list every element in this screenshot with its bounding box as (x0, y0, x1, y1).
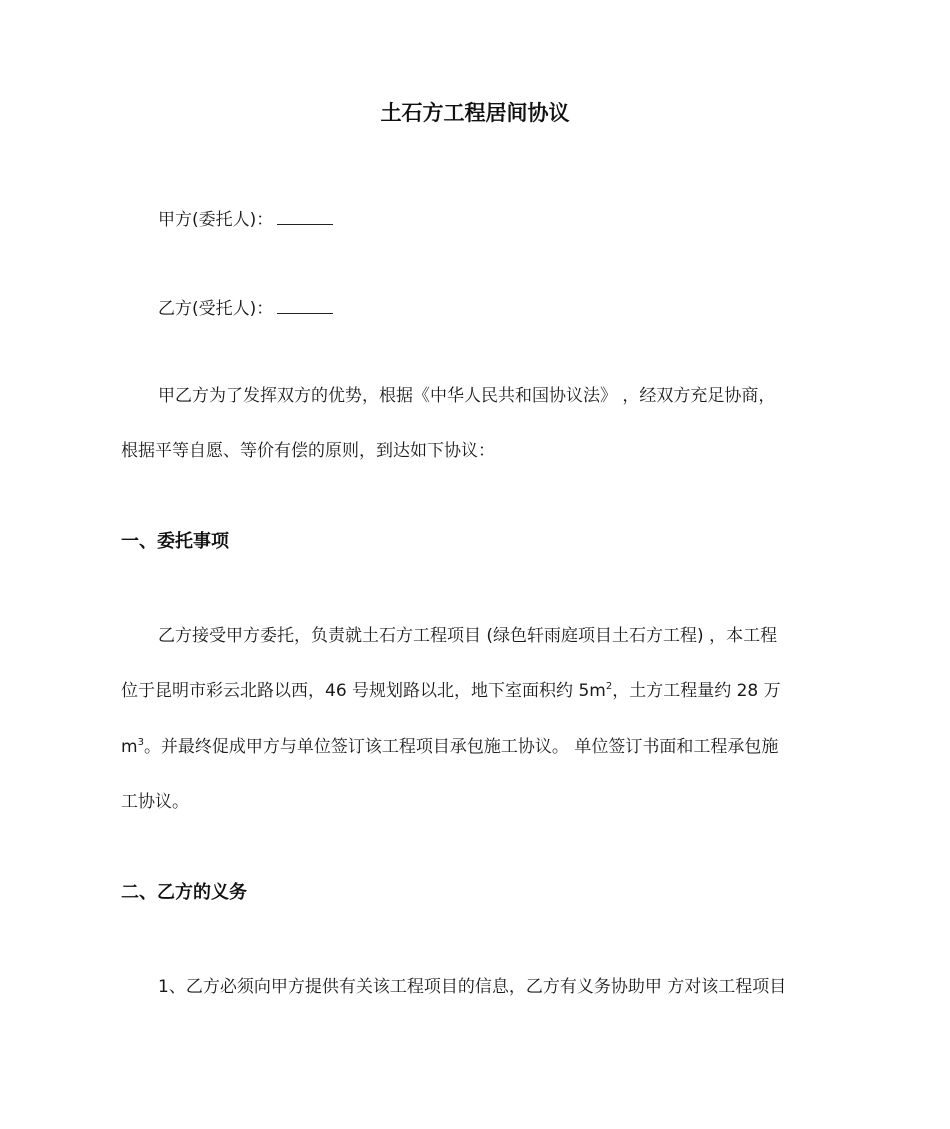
volume-superscript: 3 (137, 737, 144, 748)
section-1-line-3-text-b: 。并最终促成甲方与单位签订该工程项目承包施工协议。 单位签订书面和工程承包施 (143, 737, 779, 757)
party-a-blank (277, 206, 333, 225)
intro-paragraph-line-1: 甲乙方为了发挥双方的优势，根据《中华人民共和国协议法》 ，经双方充足协商， (158, 386, 776, 406)
party-b-label: 乙方(受托人)： (158, 299, 274, 319)
party-a-label: 甲方(委托人)： (158, 210, 274, 230)
section-1-line-3 (121, 734, 841, 760)
section-1-line-2-text-b: ，土方工程量约 28 万 (612, 681, 781, 701)
section-1-line-4: 工协议。 (121, 792, 189, 812)
document-title: 土石方工程居间协议 (380, 101, 570, 125)
section-2-heading: 二、乙方的义务 (121, 882, 247, 903)
section-2-line-1: 1、乙方必须向甲方提供有关该工程项目的信息，乙方有义务协助甲 方对该工程项目 (158, 977, 787, 997)
section-1-line-1: 乙方接受甲方委托，负责就土石方工程项目 (绿色轩雨庭项目土石方工程) ，本工程 (158, 626, 778, 646)
party-b-blank (277, 295, 333, 314)
section-1-line-2-text-a: 位于昆明市彩云北路以西，46 号规划路以北，地下室面积约 5m (121, 681, 606, 701)
section-1-heading: 一、委托事项 (121, 531, 229, 552)
party-b-line (158, 295, 878, 322)
section-1-line-3-text-a: m (121, 737, 138, 757)
intro-paragraph-line-2: 根据平等自愿、等价有偿的原则，到达如下协议： (121, 441, 495, 461)
area-superscript: 2 (605, 681, 613, 692)
party-a-line (158, 206, 878, 233)
section-1-line-2 (121, 678, 841, 704)
